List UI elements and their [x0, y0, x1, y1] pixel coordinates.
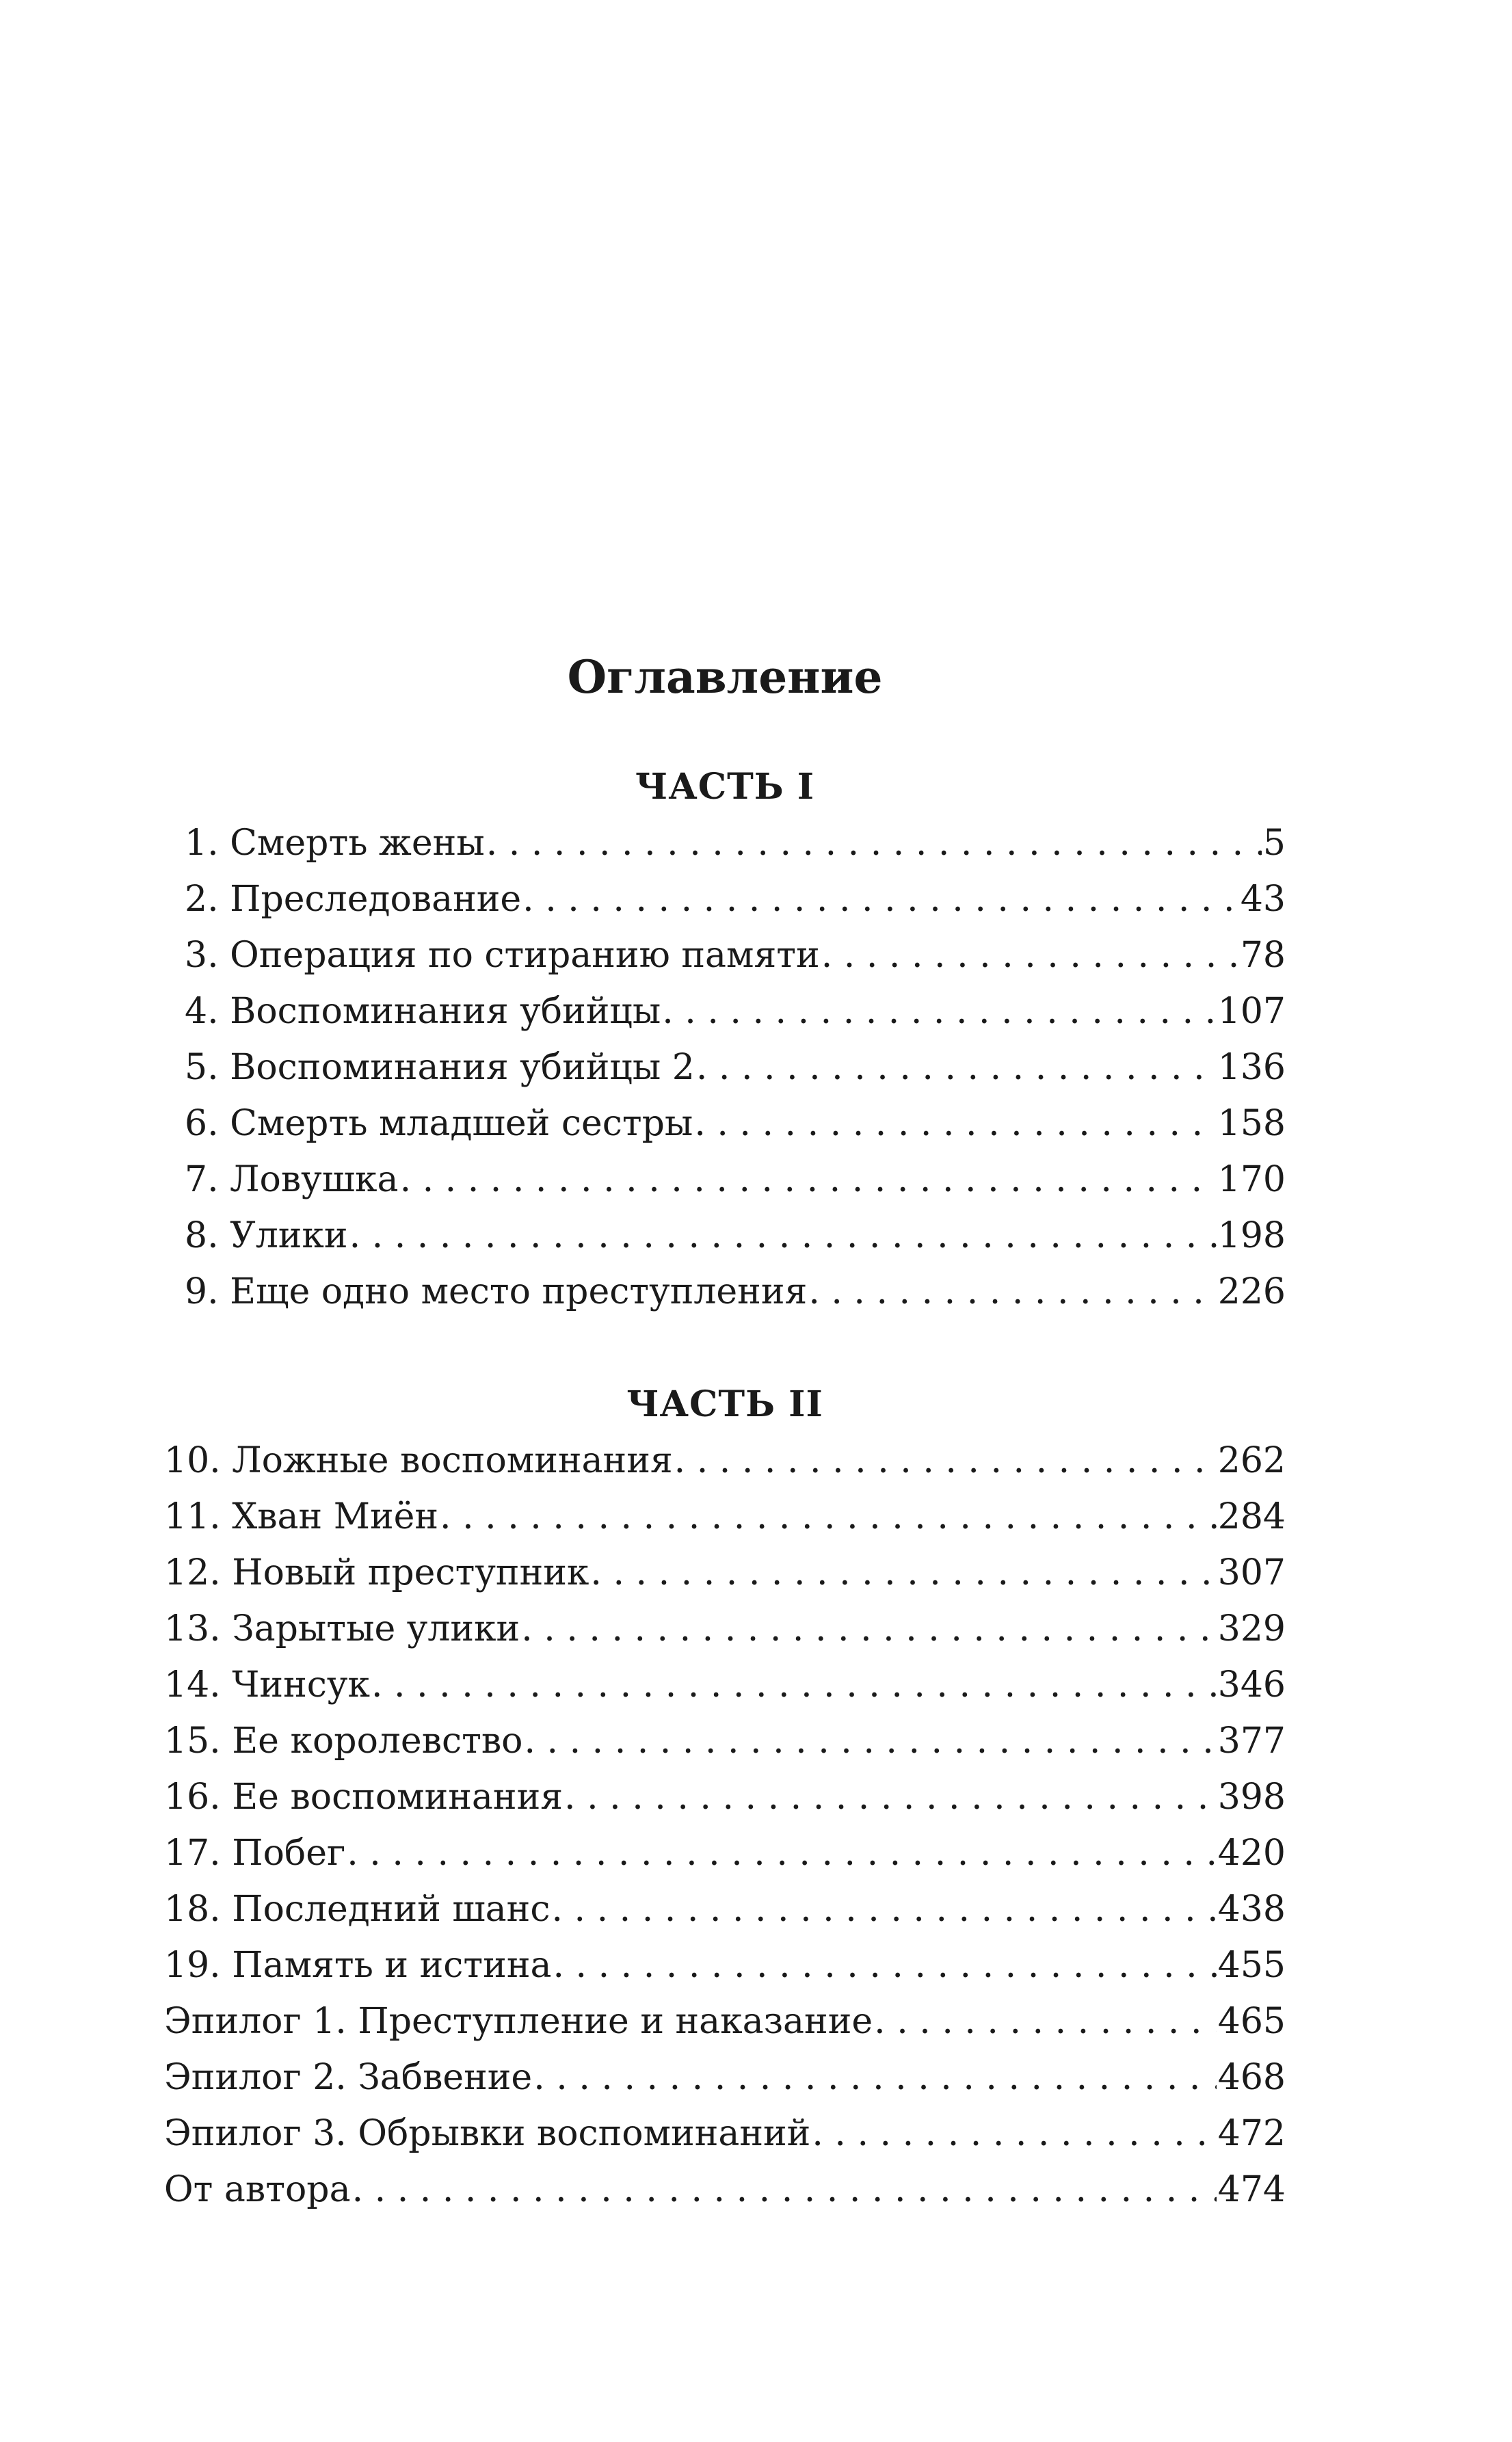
toc-entry[interactable] — [164, 1096, 1286, 1152]
dot-leader — [486, 815, 1262, 871]
entry-title: 6. Смерть младшей сестры — [185, 1103, 693, 1144]
entry-page-number: 472 — [1217, 2113, 1286, 2154]
toc-entry[interactable] — [164, 1937, 1286, 1993]
entry-title: 7. Ловушка — [185, 1159, 399, 1200]
toc-entry[interactable] — [164, 1039, 1286, 1096]
entry-title: 10. Ложные воспоминания — [164, 1440, 673, 1481]
toc-part-1 — [164, 759, 1286, 1320]
entry-title: Эпилог 3. Обрывки воспоминаний — [164, 2113, 811, 2154]
dot-leader — [812, 2106, 1216, 2162]
toc-entry[interactable] — [164, 1545, 1286, 1601]
entry-page-number: 398 — [1217, 1777, 1286, 1818]
toc-entry[interactable] — [164, 927, 1286, 983]
toc-entry[interactable] — [164, 1489, 1286, 1545]
entry-page-number: 226 — [1217, 1271, 1286, 1312]
entry-title: 2. Преследование — [185, 879, 522, 920]
toc-entry[interactable] — [164, 1433, 1286, 1489]
entry-page-number: 170 — [1217, 1159, 1286, 1200]
entry-title: 15. Ее королевство — [164, 1721, 523, 1762]
toc-entry[interactable] — [164, 1713, 1286, 1769]
entry-title: Эпилог 1. Преступление и наказание — [164, 2001, 873, 2042]
entry-title: 14. Чинсук — [164, 1664, 370, 1706]
toc-entry[interactable] — [164, 1152, 1286, 1208]
entry-page-number: 420 — [1217, 1833, 1286, 1874]
toc-entry[interactable] — [164, 1657, 1286, 1713]
entry-page-number: 158 — [1217, 1103, 1286, 1144]
entry-page-number: 307 — [1217, 1552, 1286, 1593]
entry-title: 8. Улики — [185, 1215, 348, 1256]
entry-page-number: 346 — [1217, 1664, 1286, 1706]
dot-leader — [551, 1881, 1216, 1937]
entry-page-number: 284 — [1217, 1496, 1286, 1537]
dot-leader — [808, 1264, 1216, 1320]
toc-entry[interactable] — [164, 1769, 1286, 1825]
entry-page-number: 377 — [1217, 1721, 1286, 1762]
dot-leader — [874, 1993, 1217, 2049]
dot-leader — [352, 2162, 1217, 2218]
toc-entry-list — [164, 1433, 1286, 2218]
entry-title: 3. Операция по стиранию памяти — [185, 935, 820, 976]
dot-leader — [590, 1545, 1216, 1601]
toc-entry[interactable] — [164, 2162, 1286, 2218]
entry-page-number: 78 — [1240, 935, 1286, 976]
entry-title: 19. Память и истина — [164, 1945, 552, 1986]
toc-entry[interactable] — [164, 1264, 1286, 1320]
dot-leader — [521, 1601, 1217, 1657]
dot-leader — [349, 1208, 1217, 1264]
toc-entry[interactable] — [164, 1993, 1286, 2049]
entry-page-number: 455 — [1217, 1945, 1286, 1986]
toc-entry[interactable] — [164, 983, 1286, 1039]
entry-page-number: 438 — [1217, 1889, 1286, 1930]
entry-title: Эпилог 2. Забвение — [164, 2057, 533, 2098]
toc-entry[interactable] — [164, 2049, 1286, 2106]
toc-entry[interactable] — [164, 871, 1286, 927]
toc-entry[interactable] — [164, 1825, 1286, 1881]
toc-entry[interactable] — [164, 1601, 1286, 1657]
toc-entry[interactable] — [164, 815, 1286, 871]
entry-title: 9. Еще одно место преступления — [185, 1271, 808, 1312]
dot-leader — [821, 927, 1239, 983]
page-title: Оглавление — [567, 650, 883, 704]
dot-leader — [347, 1825, 1217, 1881]
dot-leader — [524, 1713, 1216, 1769]
dot-leader — [662, 983, 1217, 1039]
entry-page-number: 107 — [1217, 991, 1286, 1032]
dot-leader — [400, 1152, 1217, 1208]
entry-page-number: 474 — [1217, 2169, 1286, 2210]
entry-page-number: 468 — [1217, 2057, 1286, 2098]
entry-page-number: 43 — [1240, 879, 1286, 920]
entry-page-number: 198 — [1217, 1215, 1286, 1256]
entry-title: 5. Воспоминания убийцы 2 — [185, 1047, 695, 1088]
toc-entry[interactable] — [164, 1208, 1286, 1264]
dot-leader — [564, 1769, 1217, 1825]
toc-part-2 — [164, 1377, 1286, 2218]
dot-leader — [371, 1657, 1217, 1713]
entry-page-number: 465 — [1217, 2001, 1286, 2042]
entry-page-number: 329 — [1217, 1608, 1286, 1649]
dot-leader — [553, 1937, 1217, 1993]
entry-title: 16. Ее воспоминания — [164, 1777, 563, 1818]
part-heading: ЧАСТЬ II — [626, 1383, 823, 1425]
entry-title: 12. Новый преступник — [164, 1552, 589, 1593]
entry-title: 18. Последний шанс — [164, 1889, 551, 1930]
entry-title: 4. Воспоминания убийцы — [185, 991, 661, 1032]
entry-title: 13. Зарытые улики — [164, 1608, 520, 1649]
dot-leader — [674, 1433, 1217, 1489]
dot-leader — [522, 871, 1239, 927]
entry-page-number: 136 — [1217, 1047, 1286, 1088]
entry-page-number: 5 — [1262, 823, 1286, 864]
entry-page-number: 262 — [1217, 1440, 1286, 1481]
entry-title: 11. Хван Миён — [164, 1496, 439, 1537]
part-heading: ЧАСТЬ I — [635, 766, 815, 808]
entry-title: 17. Побег — [164, 1833, 346, 1874]
entry-title: От автора — [164, 2169, 351, 2210]
dot-leader — [694, 1096, 1216, 1152]
dot-leader — [533, 2049, 1217, 2106]
toc-entry[interactable] — [164, 2106, 1286, 2162]
toc-entry-list — [164, 815, 1286, 1320]
toc-entry[interactable] — [164, 1881, 1286, 1937]
dot-leader — [696, 1039, 1217, 1096]
entry-title: 1. Смерть жены — [185, 823, 485, 864]
dot-leader — [440, 1489, 1217, 1545]
